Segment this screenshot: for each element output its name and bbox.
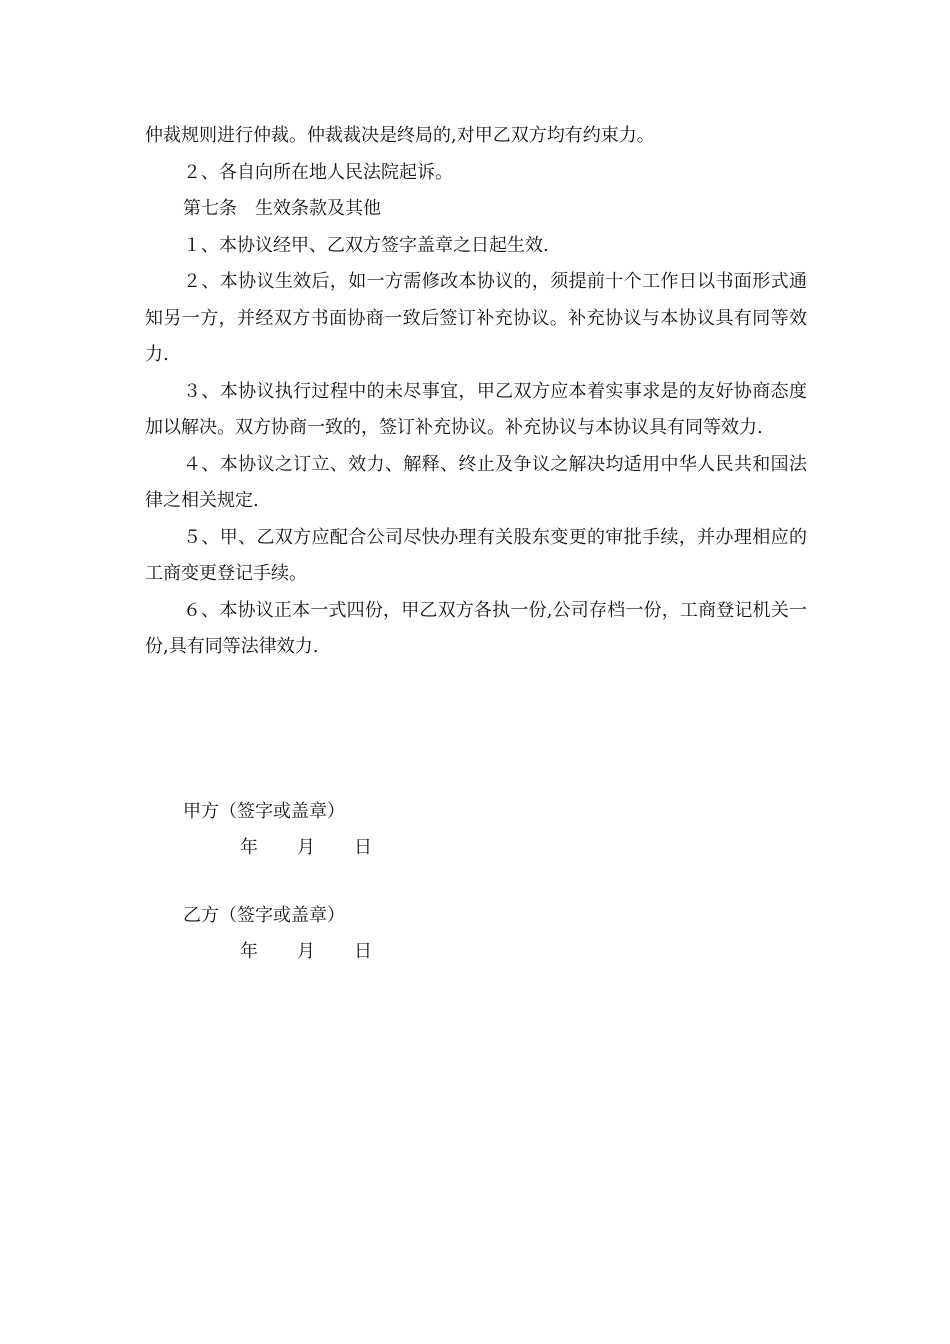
signature-block-party-b — [183, 898, 411, 970]
article-seven-heading: 第七条 生效条款及其他 — [183, 198, 381, 219]
paragraph-arbitration-continued: 仲裁规则进行仲裁。仲裁裁决是终局的,对甲乙双方均有约束力。 — [145, 125, 655, 146]
clause-7-6: ６、本协议正本一式四份，甲乙双方各执一份,公司存档一份，工商登记机关一份,具有同等法律效力. — [145, 599, 807, 657]
clause-7-3: ３、本协议执行过程中的未尽事宜，甲乙双方应本着实事求是的友好协商态度加以解决。双方协商一致的，签订补充协议。补充协议与本协议具有同等效力. — [145, 380, 807, 438]
party-a-date-line — [183, 830, 411, 866]
party-a-year: 年 — [240, 837, 258, 858]
party-b-day: 日 — [354, 941, 372, 962]
party-a-month: 月 — [297, 837, 315, 858]
clause-7-4: ４、本协议之订立、效力、解释、终止及争议之解决均适用中华人民共和国法律之相关规定. — [145, 453, 807, 511]
party-a-day: 日 — [354, 837, 372, 858]
clause-7-5: ５、甲、乙双方应配合公司尽快办理有关股东变更的审批手续，并办理相应的工商变更登记手续。 — [145, 526, 807, 584]
party-b-date-line — [183, 934, 411, 970]
signature-block-party-a — [183, 794, 411, 866]
document-body — [145, 118, 807, 666]
party-a-signature-label: 甲方（签字或盖章） — [183, 801, 345, 822]
party-b-signature-label: 乙方（签字或盖章） — [183, 905, 345, 926]
party-b-year: 年 — [240, 941, 258, 962]
clause-7-2: ２、本协议生效后，如一方需修改本协议的，须提前十个工作日以书面形式通知另一方，并经双方书面协商一致后签订补充协议。补充协议与本协议具有同等效力. — [145, 271, 807, 365]
party-b-month: 月 — [297, 941, 315, 962]
clause-7-1: １、本协议经甲、乙双方签字盖章之日起生效. — [183, 234, 549, 256]
paragraph-court-option: ２、各自向所在地人民法院起诉。 — [183, 161, 453, 183]
